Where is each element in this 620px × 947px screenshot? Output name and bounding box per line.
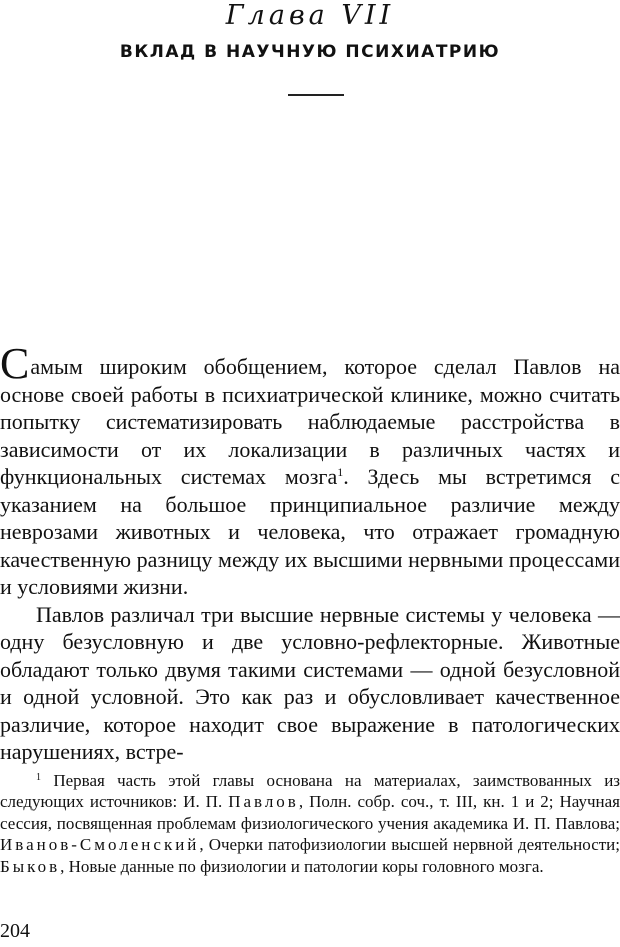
footnote-author-1: Павлов [228, 792, 299, 812]
footnote-text-3: , Очерки патофизиологии высшей нервной деятельности; [199, 835, 620, 855]
paragraph-1-text-a: амым широким обобщением, которое сделал Павлов на основе своей работы в психиатрической клинике, можно считать попытку систематизировать наблюдаемые расстройства в зависимости от их локализации в различных частях и функциональных системах мозга [0, 354, 620, 489]
paragraph-1 [0, 339, 620, 601]
page-number: 204 [0, 920, 30, 942]
footnote-text-1: Первая часть этой главы основана на материалах, заимствованных из следующих источников: И. П. [0, 771, 620, 812]
paragraph-1-text-b: . Здесь мы встретимся с указанием на большое принципиальное различие между неврозами животных и человека, что отражает громадную качественную разницу между их высшими нервными процессами и условиями жизни. [0, 464, 620, 599]
footnote [0, 770, 620, 877]
footnote-text-2: , Полн. собр. соч., т. III, кн. 1 и 2; Научная сессия, посвященная проблемам физиологического учения академика И. П. Павлова; [0, 792, 620, 833]
initial-letter: С [0, 339, 30, 388]
footnote-author-2: Иванов-Смоленский [0, 835, 200, 855]
footnote-author-3: Быков [0, 856, 61, 876]
chapter-title: ВКЛАД В НАУЧНУЮ ПСИХИАТРИЮ [119, 42, 501, 62]
footnote-reference[interactable]: 1 [337, 465, 344, 479]
title-rule [288, 94, 344, 96]
footnote-text-4: , Новые данные по физиологии и патологии коры головного мозга. [60, 856, 544, 876]
paragraph-2: Павлов различал три высшие нервные системы у человека — одну безусловную и две условно-рефлекторные. Животные обладают только двумя такими системами — одной безусловной и одной условной. Это как раз и обусловливает качественное различие, которое находит свое выражение в патологических нарушениях, встре- [0, 601, 620, 764]
body-text [0, 339, 620, 766]
footnote-number: 1 [36, 772, 41, 783]
chapter-heading: Глава VII [225, 0, 395, 31]
